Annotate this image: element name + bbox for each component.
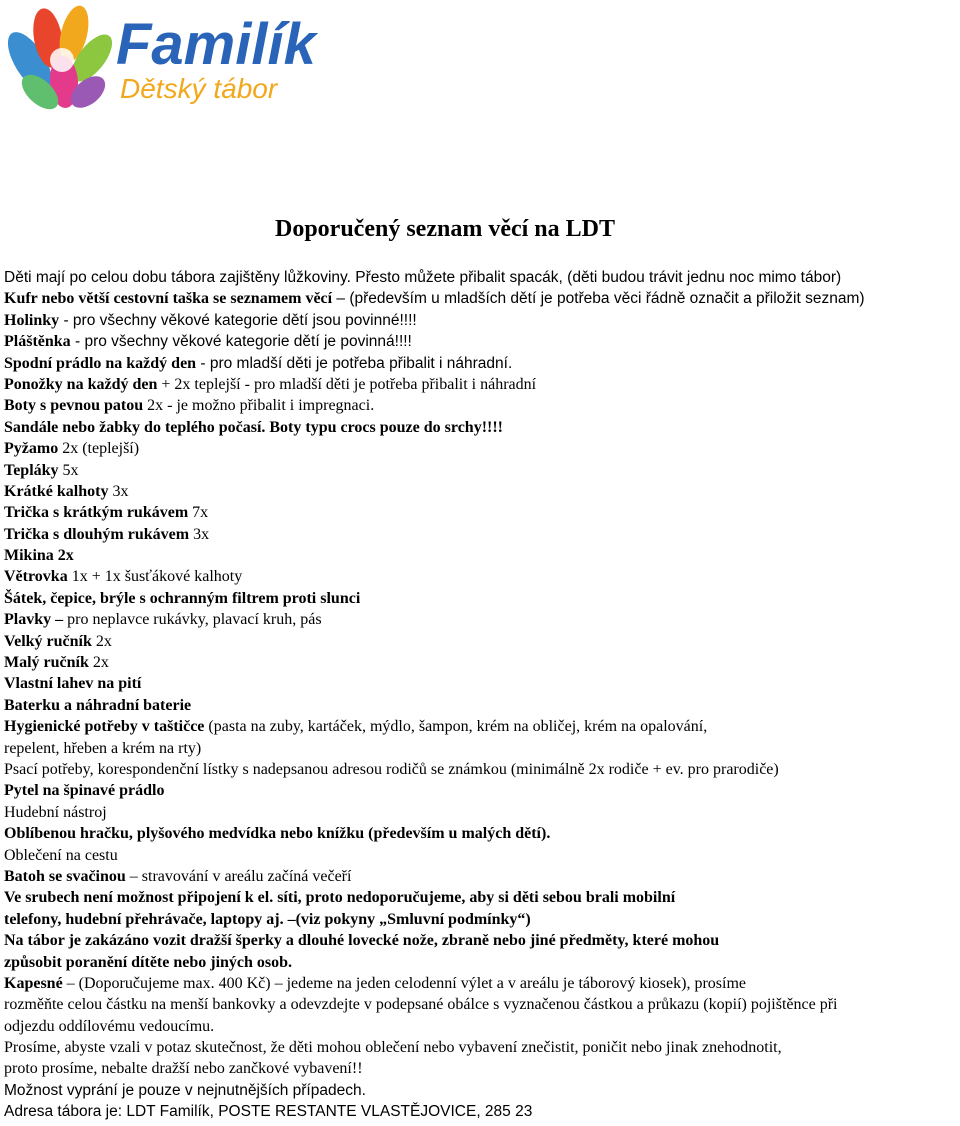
list-line (4, 738, 960, 759)
item-name: Plavky – (4, 611, 64, 629)
item-name: Pláštěnka (4, 333, 71, 351)
item-name: Batoh se svačinou (4, 867, 126, 885)
item-name: způsobit poranění dítěte nebo jiných osob. (4, 953, 293, 971)
item-name: Oblíbenou hračku, plyšového medvídka nebo knížku (především u malých dětí). (4, 825, 551, 843)
item-note: Prosíme, abyste vzali v potaz skutečnost, že děti mohou oblečení nebo vybavení znečistit, poničit nebo jinak znehodnotit, (4, 1039, 782, 1057)
item-name: Boty s pevnou patou (4, 397, 144, 415)
item-note: Děti mají po celou dobu tábora zajištěny lůžkoviny. Přesto můžete přibalit spacák, (děti budou trávit jednu noc mimo tábor) (4, 269, 842, 286)
list-line (4, 1037, 960, 1058)
list-line (4, 353, 960, 374)
item-name: Sandále nebo žabky do teplého počasí. Boty typu crocs pouze do srchy!!!! (4, 418, 503, 436)
list-line (4, 866, 960, 887)
list-line (4, 374, 960, 395)
item-name: Šátek, čepice, brýle s ochranným filtrem proti slunci (4, 589, 361, 607)
list-line (4, 609, 960, 630)
list-line (4, 1080, 960, 1101)
item-note: 5x (58, 461, 79, 479)
item-name: Mikina 2x (4, 547, 74, 565)
item-name: Trička s dlouhým rukávem (4, 525, 190, 543)
item-note: – stravování v areálu začíná večeří (125, 867, 352, 885)
item-name: Ve srubech není možnost připojení k el. síti, proto nedoporučujeme, aby si děti sebou brali mobilní (4, 889, 676, 907)
list-line (4, 887, 960, 908)
item-note: odjezdu oddílovému vedoucímu. (4, 1017, 215, 1035)
item-name: telefony, hudební přehrávače, laptopy aj. –(viz pokyny „Smluvní podmínky“) (4, 910, 531, 928)
item-name: Kufr nebo větší cestovní taška se seznamem věcí (4, 290, 333, 308)
list-line (4, 994, 960, 1015)
list-line (4, 545, 960, 566)
list-line (4, 460, 960, 481)
item-name: Ponožky na každý den (4, 375, 158, 393)
item-note: repelent, hřeben a krém na rty) (4, 739, 202, 757)
item-note: 7x (188, 504, 209, 522)
item-name: Malý ručník (4, 654, 89, 672)
list-line (4, 417, 960, 438)
list-line (4, 716, 960, 737)
item-note: Psací potřeby, korespondenční lístky s nadepsanou adresou rodičů se známkou (minimálně 2x rodiče + ev. pro prarodiče) (4, 760, 779, 778)
item-note: - pro všechny věkové kategorie dětí je povinná!!!! (70, 333, 412, 351)
item-note: Hudební nástroj (4, 803, 107, 821)
item-note: 2x - je možno přibalit i impregnaci. (143, 397, 375, 415)
item-name: Pytel na špinavé prádlo (4, 782, 165, 800)
item-note: 3x (189, 525, 210, 543)
list-line (4, 566, 960, 587)
list-line (4, 331, 960, 352)
list-line (4, 652, 960, 673)
item-name: Tepláky (4, 461, 59, 479)
list-line (4, 780, 960, 801)
list-line (4, 695, 960, 716)
list-line (4, 267, 960, 288)
item-name: Velký ručník (4, 632, 92, 650)
item-note: 1x + 1x šusťákové kalhoty (67, 568, 243, 586)
list-line (4, 673, 960, 694)
item-name: Spodní prádlo na každý den (4, 354, 197, 372)
item-note: – (Doporučujeme max. 400 Kč) – jedeme na jeden celodenní výlet a v areálu je táborový kiosek), prosíme (62, 974, 746, 992)
list-line (4, 1058, 960, 1079)
list-line (4, 1101, 960, 1122)
item-note: (pasta na zuby, kartáček, mýdlo, šampon, krém na obličej, krém na opalování, (204, 718, 708, 736)
item-note: proto prosíme, nebalte dražší nebo zančkové vybavení!! (4, 1060, 363, 1078)
item-note: Oblečení na cestu (4, 846, 118, 864)
item-name: Trička s krátkým rukávem (4, 504, 189, 522)
list-line (4, 481, 960, 502)
logo (0, 0, 370, 120)
packing-list (4, 267, 960, 1123)
logo-subtitle: Dětský tábor (120, 73, 278, 104)
item-note: 2x (teplejší) (58, 440, 140, 458)
list-line (4, 823, 960, 844)
item-note: - pro mladší děti je potřeba přibalit i náhradní. (196, 354, 513, 372)
item-name: Baterku a náhradní baterie (4, 696, 192, 714)
item-name: Kapesné (4, 974, 63, 992)
list-line (4, 288, 960, 309)
item-name: Pyžamo (4, 440, 59, 458)
hands-icon (0, 3, 119, 116)
item-name: Holinky (4, 311, 60, 329)
item-name: Na tábor je zakázáno vozit dražší šperky a dlouhé lovecké nože, zbraně nebo jiné předměty, které mohou (4, 932, 720, 950)
list-line (4, 930, 960, 951)
list-line (4, 588, 960, 609)
list-line (4, 438, 960, 459)
list-line (4, 973, 960, 994)
list-line (4, 952, 960, 973)
item-note: 2x (88, 654, 109, 672)
logo-brand: Familík (116, 12, 316, 77)
item-note: rozměňte celou částku na menší bankovky a odevzdejte v podepsané obálce s vyznačenou částkou a průkazu (kopií) pojištěnce při (4, 996, 838, 1014)
list-line (4, 845, 960, 866)
item-note: Adresa tábora je: LDT Familík, POSTE RESTANTE VLASTĚJOVICE, 285 23 (4, 1103, 533, 1121)
list-line (4, 802, 960, 823)
page-title: Doporučený seznam věcí na LDT (275, 216, 615, 242)
item-note: pro neplavce rukávky, plavací kruh, pás (63, 611, 322, 629)
item-note: + 2x teplejší - pro mladší děti je potřeba přibalit i náhradní (157, 375, 537, 393)
item-note: – (především u mladších dětí je potřeba věci řádně označit a přiložit seznam) (332, 290, 865, 308)
list-line (4, 631, 960, 652)
item-note: 3x (108, 482, 129, 500)
list-line (4, 502, 960, 523)
item-name: Vlastní lahev na pití (4, 675, 142, 693)
list-line (4, 524, 960, 545)
item-name: Krátké kalhoty (4, 482, 109, 500)
list-line (4, 310, 960, 331)
item-name: Větrovka (4, 568, 68, 586)
item-note: - pro všechny věkové kategorie dětí jsou povinné!!!! (59, 311, 417, 329)
item-name: Hygienické potřeby v taštičce (4, 718, 205, 736)
item-note: Možnost vyprání je pouze v nejnutnějších případech. (4, 1081, 366, 1099)
list-line (4, 909, 960, 930)
list-line (4, 1016, 960, 1037)
item-note: 2x (91, 632, 112, 650)
list-line (4, 395, 960, 416)
list-line (4, 759, 960, 780)
